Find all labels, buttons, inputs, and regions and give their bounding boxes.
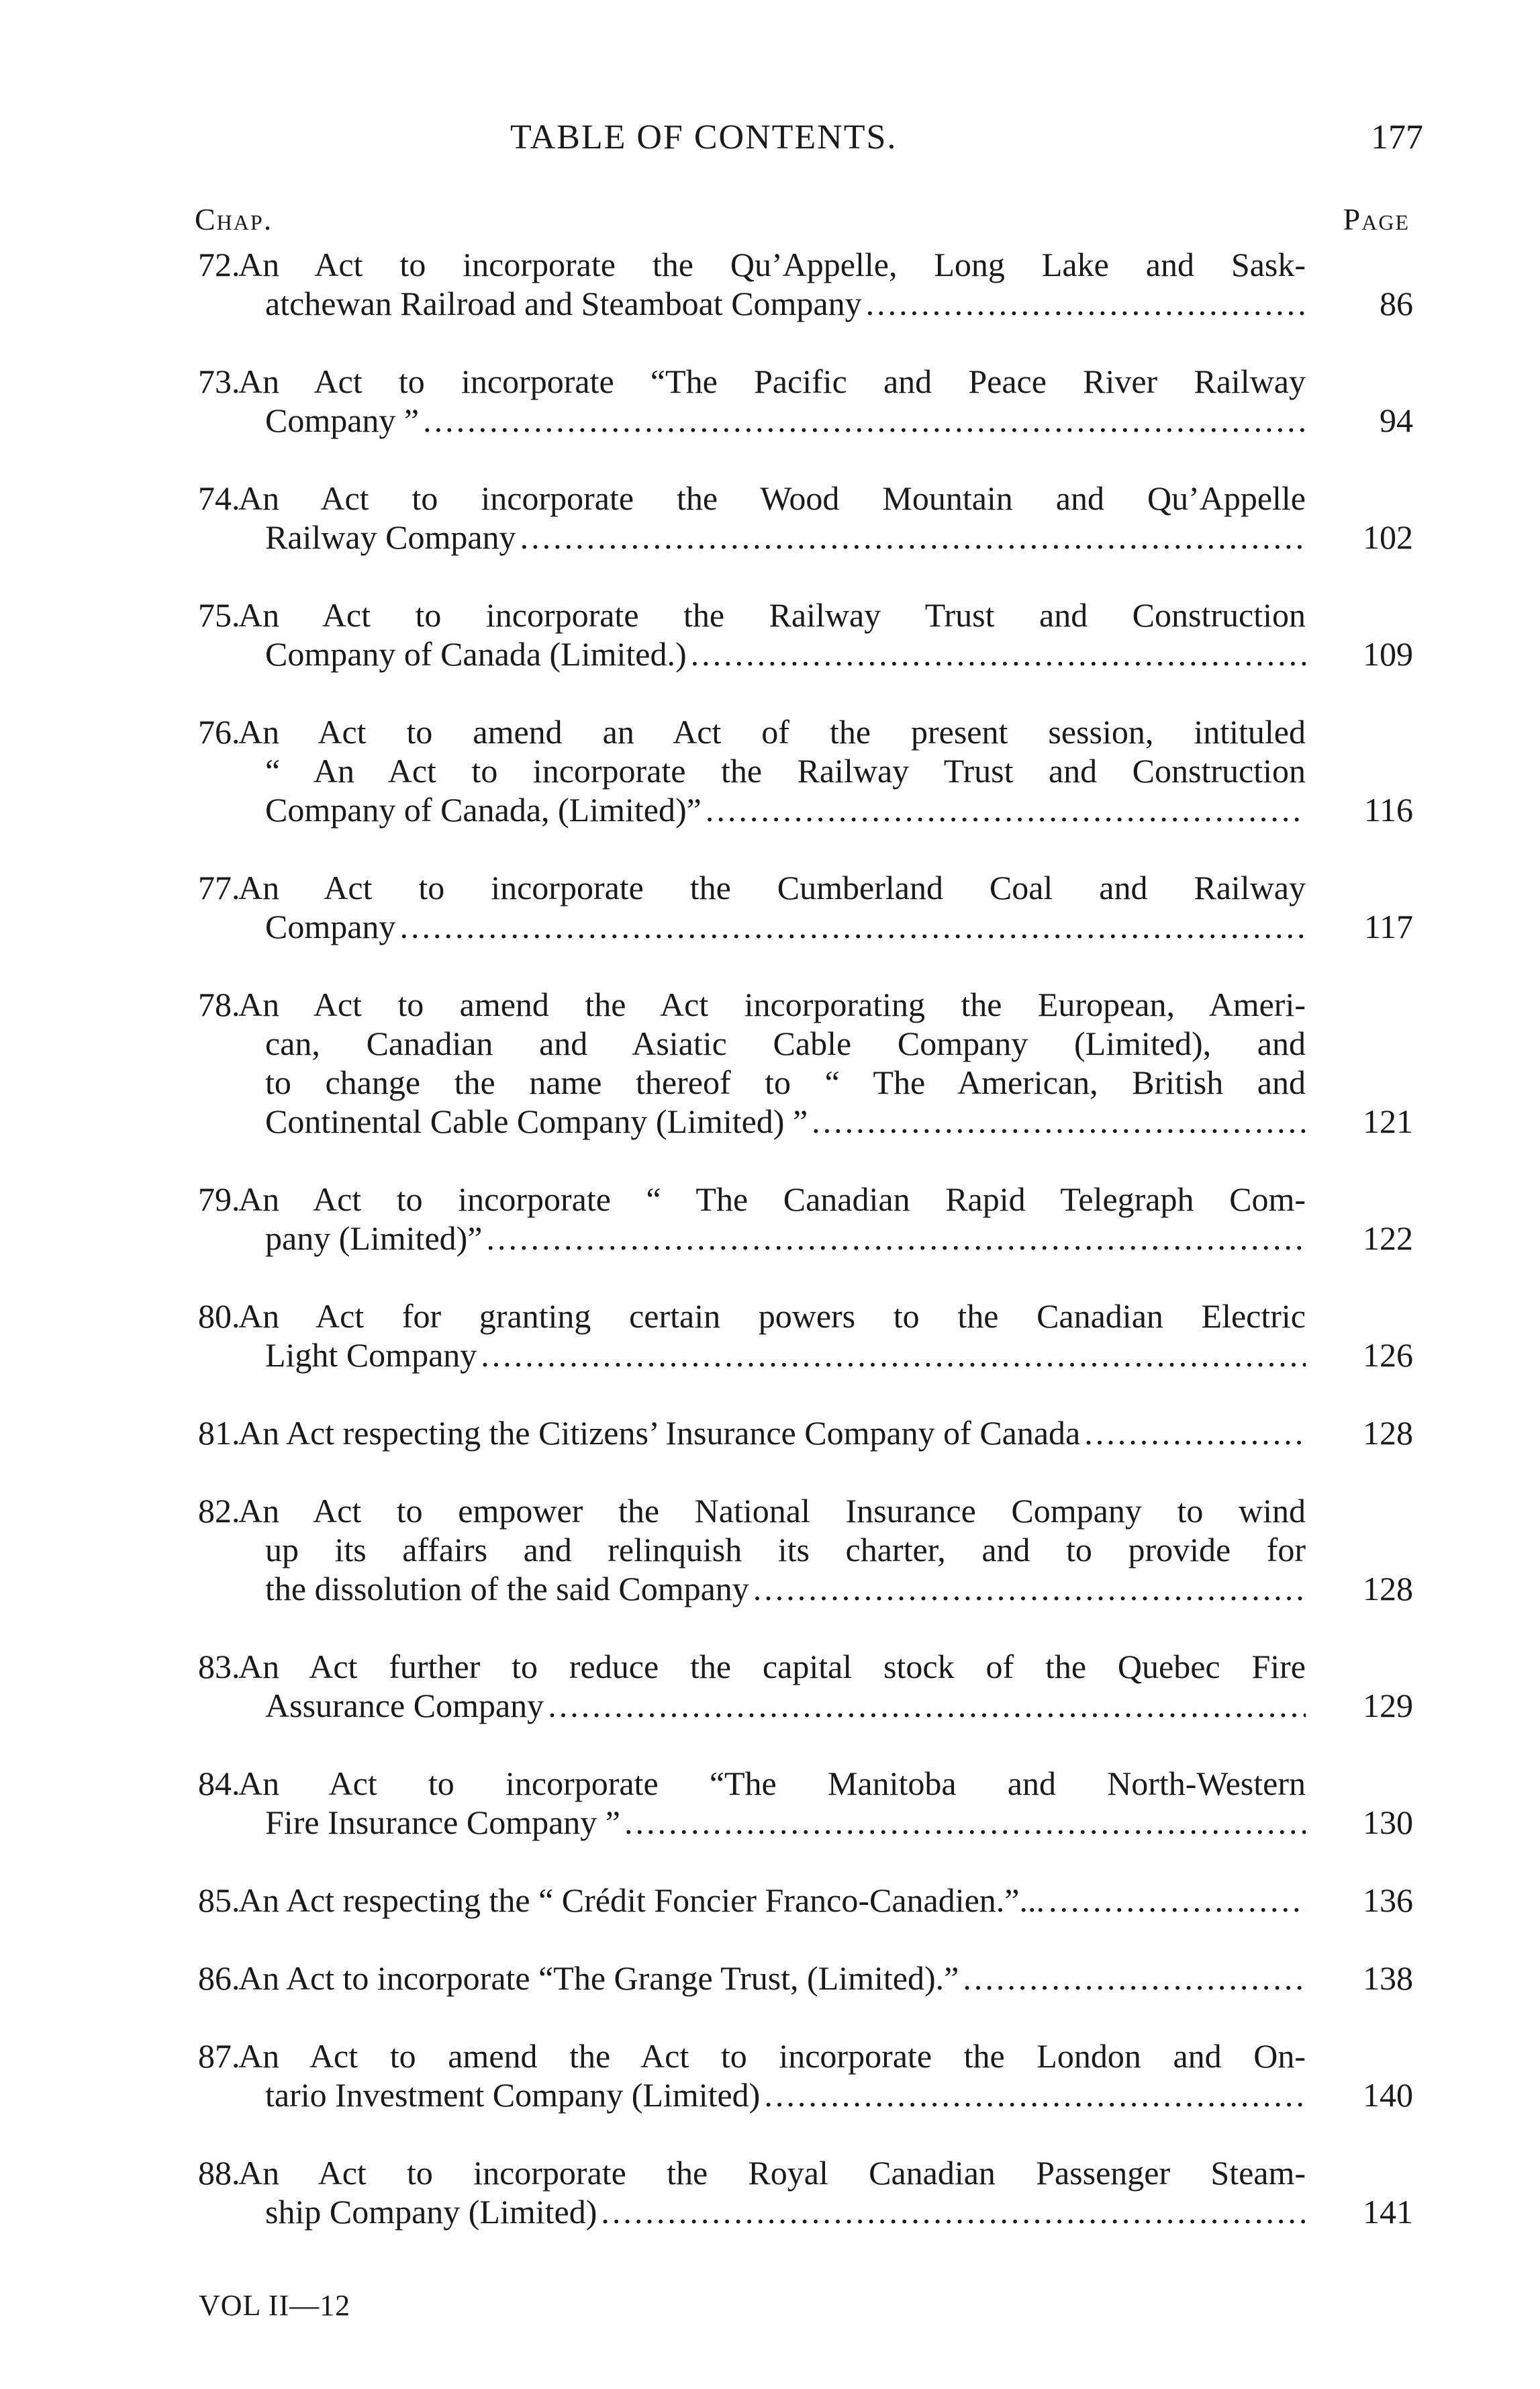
toc-entry xyxy=(198,1881,1413,1920)
page-reference: 128 xyxy=(1363,1570,1413,1607)
toc-entry xyxy=(198,1647,1413,1725)
dot-leader xyxy=(706,790,1306,829)
act-title-text: An Act to incorporate “The Grange Trust, (Limited).” xyxy=(238,1959,959,1997)
act-title-text: the dissolution of the said Company xyxy=(265,1570,749,1607)
chapter-number: 85. xyxy=(198,1881,240,1919)
act-title-line: An Act to incorporate the Wood Mountain and Qu’Appelle xyxy=(238,479,1306,517)
dot-leader xyxy=(399,907,1306,946)
dot-leader xyxy=(601,2192,1306,2231)
dot-leader xyxy=(963,1959,1306,1998)
act-title-line xyxy=(238,518,1306,557)
act-title-line xyxy=(238,1803,1306,1842)
dot-leader xyxy=(764,2075,1306,2114)
page-reference: 117 xyxy=(1363,908,1413,945)
chapter-number: 73. xyxy=(198,363,240,400)
act-title-text: Continental Cable Company (Limited) ” xyxy=(265,1103,808,1140)
act-title-line xyxy=(238,635,1306,673)
dot-leader xyxy=(423,401,1306,440)
act-title-line: An Act to amend the Act incorporating the European, Ameri- xyxy=(238,986,1306,1023)
chapter-number: 87. xyxy=(198,2037,240,2075)
act-title-line: to change the name thereof to “ The American, British and xyxy=(265,1064,1306,1101)
act-title-line: can, Canadian and Asiatic Cable Company (Limited), and xyxy=(265,1025,1306,1062)
act-title-line xyxy=(238,2192,1306,2231)
act-title-text: atchewan Railroad and Steamboat Company xyxy=(265,285,862,322)
act-title xyxy=(238,479,1306,557)
act-title-text: tario Investment Company (Limited) xyxy=(265,2076,761,2114)
act-title-text: Light Company xyxy=(265,1336,477,1374)
act-title-line xyxy=(238,1686,1306,1725)
act-title xyxy=(238,1297,1306,1374)
chapter-number: 83. xyxy=(198,1648,240,1685)
page-reference: 116 xyxy=(1363,791,1413,829)
page-number: 177 xyxy=(1371,118,1423,156)
toc-entry xyxy=(198,596,1413,673)
page-reference: 86 xyxy=(1380,285,1413,322)
contents-list xyxy=(198,245,1413,2270)
act-title xyxy=(238,245,1306,323)
act-title-line: “ An Act to incorporate the Railway Trust and Construction xyxy=(265,752,1306,790)
act-title-text: An Act respecting the Citizens’ Insurance Company of Canada xyxy=(238,1414,1081,1452)
dot-leader xyxy=(520,518,1306,557)
act-title-line: An Act to incorporate “The Manitoba and North-Western xyxy=(238,1765,1306,1802)
dot-leader xyxy=(753,1569,1306,1608)
toc-entry xyxy=(198,1764,1413,1842)
page-reference: 102 xyxy=(1363,518,1413,556)
act-title-text: Company xyxy=(265,908,396,945)
page-reference: 141 xyxy=(1363,2193,1413,2231)
act-title-line: An Act to incorporate the Royal Canadian Passenger Steam- xyxy=(238,2154,1306,2192)
page-reference: 121 xyxy=(1363,1103,1413,1140)
chapter-number: 74. xyxy=(198,479,240,517)
act-title xyxy=(238,1881,1306,1920)
running-head xyxy=(201,118,1423,165)
act-title-line xyxy=(238,284,1306,323)
act-title-text: Company of Canada (Limited.) xyxy=(265,635,687,673)
act-title-text: Company of Canada, (Limited)” xyxy=(265,791,702,829)
act-title-line: An Act for granting certain powers to the Canadian Electric xyxy=(238,1297,1306,1335)
toc-entry xyxy=(198,868,1413,946)
act-title xyxy=(238,1180,1306,1258)
act-title-line: up its affairs and relinquish its charter, and to provide for xyxy=(265,1531,1306,1568)
chapter-number: 86. xyxy=(198,1959,240,1997)
act-title-line xyxy=(238,1569,1306,1608)
act-title-text: Railway Company xyxy=(265,518,516,556)
act-title-line xyxy=(238,1102,1306,1141)
act-title-text: Company ” xyxy=(265,402,420,439)
act-title-text: An Act respecting the “ Crédit Foncier Franco-Canadien.”... xyxy=(238,1881,1045,1919)
act-title-line: An Act to incorporate “ The Canadian Rapid Telegraph Com- xyxy=(238,1180,1306,1218)
chapter-number: 81. xyxy=(198,1414,240,1452)
act-title xyxy=(238,1413,1306,1452)
act-title xyxy=(238,362,1306,440)
act-title-text: Assurance Company xyxy=(265,1687,544,1724)
page-reference: 126 xyxy=(1363,1336,1413,1374)
running-title: TABLE OF CONTENTS. xyxy=(510,118,898,156)
act-title-line: An Act to incorporate the Cumberland Coal and Railway xyxy=(238,869,1306,906)
page-reference: 128 xyxy=(1363,1414,1413,1452)
dot-leader xyxy=(487,1219,1306,1258)
act-title xyxy=(238,1647,1306,1725)
dot-leader xyxy=(624,1803,1306,1842)
act-title xyxy=(238,2036,1306,2114)
act-title xyxy=(238,868,1306,946)
chapter-number: 84. xyxy=(198,1765,240,1802)
act-title-text: Fire Insurance Company ” xyxy=(265,1804,621,1841)
act-title xyxy=(238,1764,1306,1842)
act-title-line xyxy=(238,2075,1306,2114)
chapter-number: 75. xyxy=(198,596,240,634)
column-headings xyxy=(195,201,1410,242)
act-title-line: An Act to amend the Act to incorporate the London and On- xyxy=(238,2037,1306,2075)
act-title-line xyxy=(238,907,1306,946)
act-title xyxy=(238,2153,1306,2231)
toc-entry xyxy=(198,362,1413,440)
act-title xyxy=(238,985,1306,1141)
toc-entry xyxy=(198,479,1413,557)
act-title xyxy=(238,712,1306,829)
act-title-line: An Act to incorporate “The Pacific and Peace River Railway xyxy=(238,363,1306,400)
page-reference: 136 xyxy=(1363,1881,1413,1919)
chapter-number: 79. xyxy=(198,1180,240,1218)
act-title-line: An Act to incorporate the Qu’Appelle, Long Lake and Sask- xyxy=(238,246,1306,283)
printer-signature-mark: VOL II—12 xyxy=(199,2289,351,2322)
act-title xyxy=(238,1959,1306,1998)
act-title-line: An Act to amend an Act of the present session, intituled xyxy=(238,713,1306,751)
toc-entry xyxy=(198,1491,1413,1608)
page-reference: 122 xyxy=(1363,1219,1413,1257)
act-title-line xyxy=(238,1219,1306,1258)
toc-entry xyxy=(198,245,1413,323)
chapter-number: 80. xyxy=(198,1297,240,1335)
dot-leader xyxy=(866,284,1306,323)
act-title-line: An Act further to reduce the capital stock of the Quebec Fire xyxy=(238,1648,1306,1685)
toc-entry xyxy=(198,2036,1413,2114)
chapter-number: 77. xyxy=(198,869,240,906)
dot-leader xyxy=(691,635,1306,673)
dot-leader xyxy=(1049,1881,1306,1920)
page-column-heading: Page xyxy=(1343,202,1410,236)
toc-entry xyxy=(198,1959,1413,1998)
page-reference: 94 xyxy=(1380,402,1413,439)
act-title-line xyxy=(238,790,1306,829)
chapter-number: 78. xyxy=(198,986,240,1023)
toc-entry xyxy=(198,1413,1413,1452)
page-reference: 109 xyxy=(1363,635,1413,673)
act-title-line: An Act to incorporate the Railway Trust and Construction xyxy=(238,596,1306,634)
page-reference: 130 xyxy=(1363,1804,1413,1841)
act-title-line xyxy=(238,1413,1306,1452)
toc-entry xyxy=(198,1297,1413,1374)
act-title xyxy=(238,596,1306,673)
toc-entry xyxy=(198,712,1413,829)
dot-leader xyxy=(812,1102,1306,1141)
chapter-number: 72. xyxy=(198,246,240,283)
act-title-line xyxy=(238,401,1306,440)
toc-entry xyxy=(198,985,1413,1141)
act-title-text: pany (Limited)” xyxy=(265,1219,483,1257)
dot-leader xyxy=(548,1686,1306,1725)
chapter-column-heading: Chap. xyxy=(195,202,273,236)
chapter-number: 88. xyxy=(198,2154,240,2192)
page-reference: 140 xyxy=(1363,2076,1413,2114)
page-reference: 129 xyxy=(1363,1687,1413,1724)
chapter-number: 76. xyxy=(198,713,240,751)
act-title-line: An Act to empower the National Insurance Company to wind xyxy=(238,1492,1306,1530)
toc-entry xyxy=(198,1180,1413,1258)
act-title-line xyxy=(238,1881,1306,1920)
act-title xyxy=(238,1491,1306,1608)
dot-leader xyxy=(1084,1413,1306,1452)
act-title-text: ship Company (Limited) xyxy=(265,2193,597,2231)
chapter-number: 82. xyxy=(198,1492,240,1530)
act-title-line xyxy=(238,1959,1306,1998)
toc-entry xyxy=(198,2153,1413,2231)
act-title-line xyxy=(238,1336,1306,1374)
dot-leader xyxy=(481,1336,1306,1374)
page-reference: 138 xyxy=(1363,1959,1413,1997)
